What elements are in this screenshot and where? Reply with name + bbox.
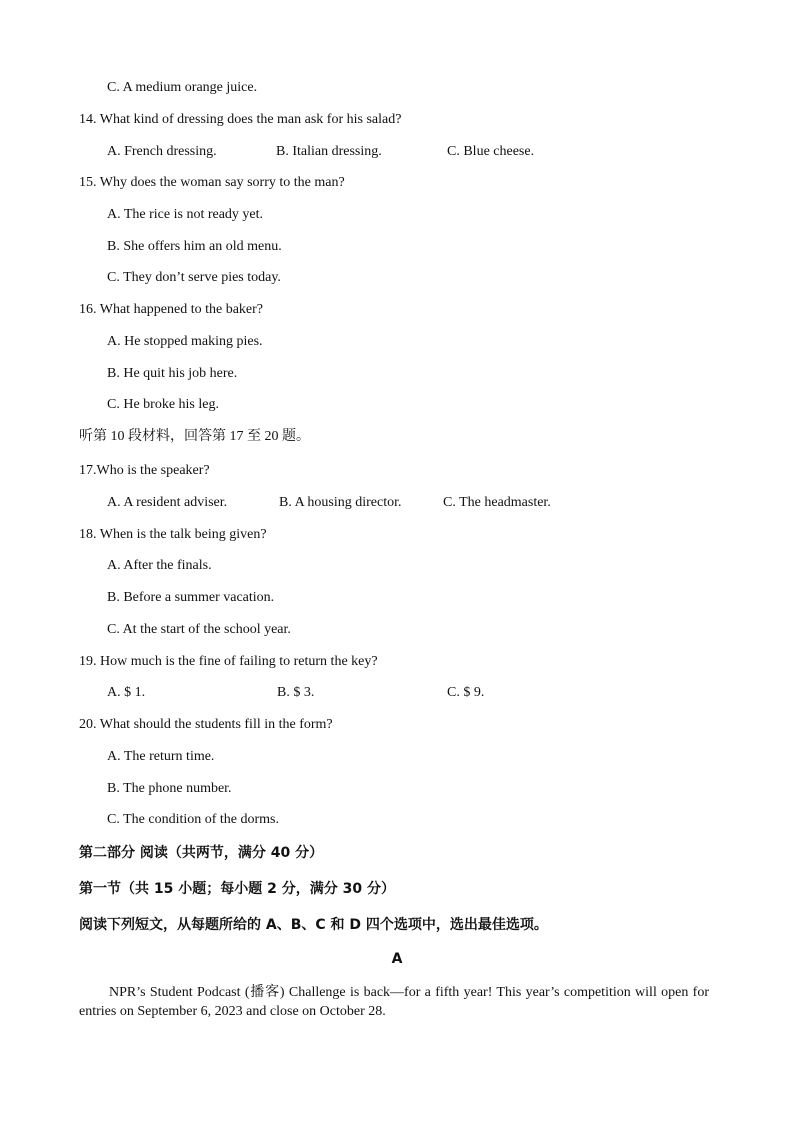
q15-question: 15. Why does the woman say sorry to the man? [79,175,345,190]
q14-option-b: B. Italian dressing. [276,144,382,159]
q17-option-a: A. A resident adviser. [107,495,228,510]
q16-option-c: C. He broke his leg. [107,397,219,412]
q14-question: 14. What kind of dressing does the man ask for his salad? [79,112,402,127]
q20-option-c: C. The condition of the dorms. [107,812,279,827]
q18-question: 18. When is the talk being given? [79,527,267,542]
passage-paragraph [79,983,709,1021]
q18-option-b: B. Before a summer vacation. [107,590,275,605]
q20-option-b: B. The phone number. [107,781,232,796]
passage-text: NPR’s Student Podcast (播客) Challenge is back—for a fifth year! This year’s competition will open for entries on September 6, 2023 and close on October 28. [79,985,709,1019]
part-2-heading: 第二部分 阅读（共两节，满分 40 分） [79,845,324,861]
q17-question: 17.Who is the speaker? [79,463,210,478]
q14-option-c: C. Blue cheese. [447,144,535,159]
section-1-heading: 第一节（共 15 小题；每小题 2 分，满分 30 分） [79,881,395,897]
q16-option-b: B. He quit his job here. [107,366,238,381]
q19-question: 19. How much is the fine of failing to return the key? [79,654,378,669]
q16-option-a: A. He stopped making pies. [107,334,263,349]
q17-option-c: C. The headmaster. [443,495,551,510]
q15-option-a: A. The rice is not ready yet. [107,207,264,222]
q19-option-a: A. $ 1. [107,685,146,700]
q19-option-b: B. $ 3. [277,685,315,700]
passage-label: A [391,951,403,967]
q15-option-b: B. She offers him an old menu. [107,239,282,254]
q13-option-c: C. A medium orange juice. [107,80,258,95]
section-10-heading: 听第 10 段材料，回答第 17 至 20 题。 [79,429,310,444]
q20-question: 20. What should the students fill in the form? [79,717,333,732]
q20-option-a: A. The return time. [107,749,215,764]
q14-option-a: A. French dressing. [107,144,217,159]
q17-option-b: B. A housing director. [279,495,402,510]
q19-option-c: C. $ 9. [447,685,485,700]
q18-option-a: A. After the finals. [107,558,212,573]
reading-instruction: 阅读下列短文，从每题所给的 A、B、C 和 D 四个选项中，选出最佳选项。 [79,917,548,933]
q15-option-c: C. They don’t serve pies today. [107,270,281,285]
q16-question: 16. What happened to the baker? [79,302,264,317]
q18-option-c: C. At the start of the school year. [107,622,291,637]
